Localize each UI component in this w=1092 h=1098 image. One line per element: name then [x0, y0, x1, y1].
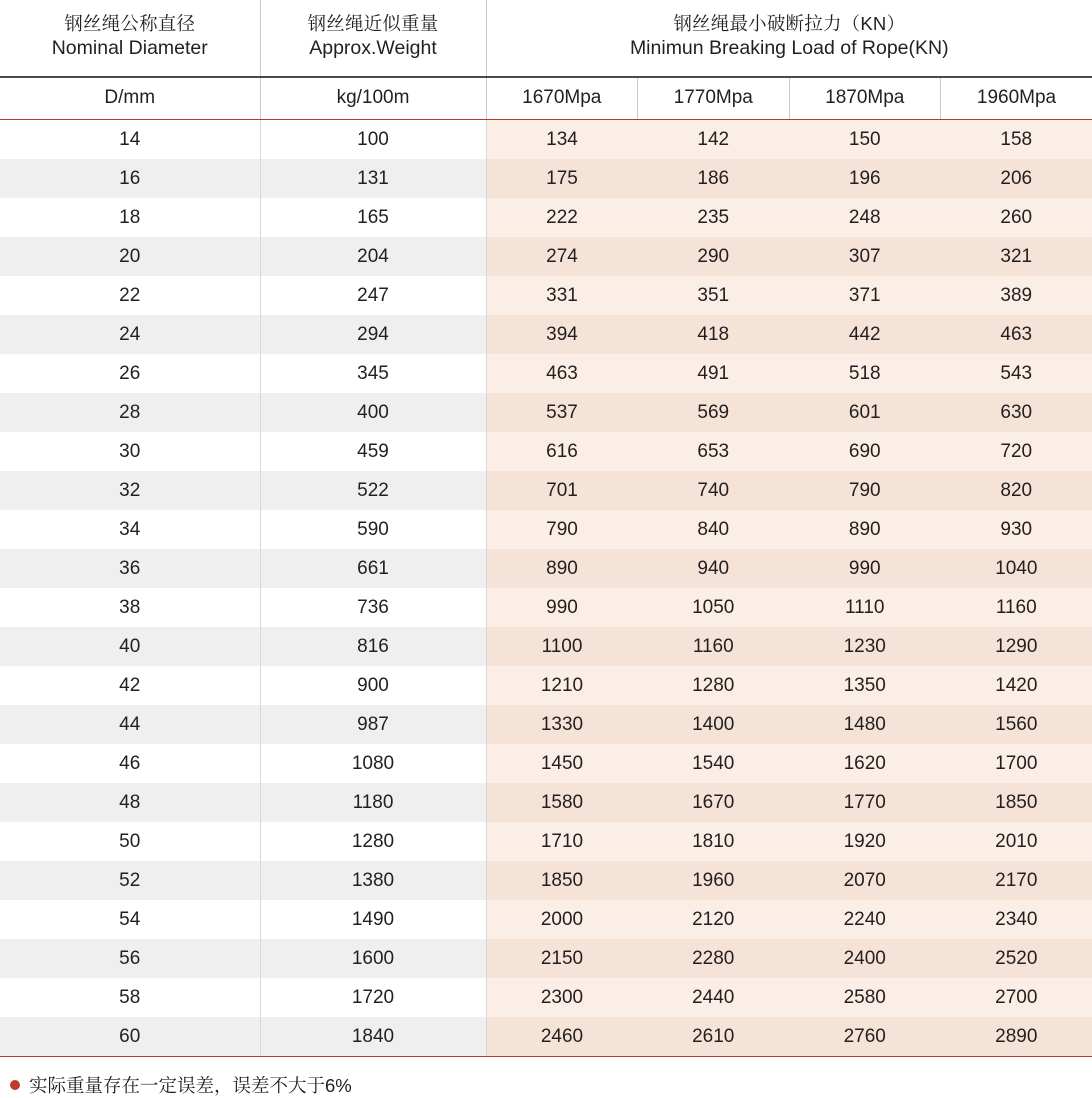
cell-weight: 1280	[260, 822, 486, 861]
table-row	[0, 237, 1092, 276]
group-header-breaking-load-cn: 钢丝绳最小破断拉力（KN）	[493, 12, 1087, 36]
cell-diameter: 14	[0, 120, 260, 160]
cell-breaking-load-3: 371	[789, 276, 941, 315]
table-row	[0, 588, 1092, 627]
table-row	[0, 549, 1092, 588]
cell-breaking-load-4: 1040	[941, 549, 1092, 588]
cell-breaking-load-1: 2000	[486, 900, 638, 939]
sub-header-1870mpa: 1870Mpa	[789, 77, 941, 120]
cell-weight: 1380	[260, 861, 486, 900]
cell-breaking-load-1: 616	[486, 432, 638, 471]
group-header-approx-weight	[260, 0, 486, 77]
cell-breaking-load-3: 1350	[789, 666, 941, 705]
table-row	[0, 354, 1092, 393]
cell-breaking-load-4: 463	[941, 315, 1092, 354]
cell-breaking-load-3: 1770	[789, 783, 941, 822]
cell-weight: 345	[260, 354, 486, 393]
cell-breaking-load-3: 1620	[789, 744, 941, 783]
table-row	[0, 159, 1092, 198]
footnote	[0, 1057, 1092, 1098]
cell-breaking-load-4: 260	[941, 198, 1092, 237]
cell-diameter: 16	[0, 159, 260, 198]
cell-weight: 1600	[260, 939, 486, 978]
cell-breaking-load-2: 1960	[638, 861, 790, 900]
cell-weight: 400	[260, 393, 486, 432]
cell-breaking-load-1: 175	[486, 159, 638, 198]
table-row	[0, 432, 1092, 471]
cell-breaking-load-1: 2460	[486, 1017, 638, 1057]
cell-diameter: 26	[0, 354, 260, 393]
cell-breaking-load-3: 518	[789, 354, 941, 393]
cell-breaking-load-1: 537	[486, 393, 638, 432]
cell-breaking-load-3: 1110	[789, 588, 941, 627]
cell-diameter: 48	[0, 783, 260, 822]
cell-weight: 100	[260, 120, 486, 160]
cell-breaking-load-4: 1290	[941, 627, 1092, 666]
cell-breaking-load-4: 2520	[941, 939, 1092, 978]
cell-diameter: 38	[0, 588, 260, 627]
cell-breaking-load-4: 206	[941, 159, 1092, 198]
table-row	[0, 276, 1092, 315]
cell-breaking-load-4: 930	[941, 510, 1092, 549]
cell-breaking-load-3: 1480	[789, 705, 941, 744]
table-row	[0, 783, 1092, 822]
cell-breaking-load-4: 630	[941, 393, 1092, 432]
cell-breaking-load-4: 1700	[941, 744, 1092, 783]
cell-diameter: 54	[0, 900, 260, 939]
cell-breaking-load-1: 274	[486, 237, 638, 276]
group-header-approx-weight-en: Approx.Weight	[267, 36, 480, 62]
cell-breaking-load-1: 463	[486, 354, 638, 393]
cell-breaking-load-4: 1850	[941, 783, 1092, 822]
sub-header-1770mpa: 1770Mpa	[638, 77, 790, 120]
cell-weight: 736	[260, 588, 486, 627]
cell-breaking-load-2: 1280	[638, 666, 790, 705]
cell-breaking-load-4: 1560	[941, 705, 1092, 744]
cell-diameter: 28	[0, 393, 260, 432]
cell-breaking-load-2: 1540	[638, 744, 790, 783]
cell-breaking-load-2: 1810	[638, 822, 790, 861]
sub-header-weight-unit: kg/100m	[260, 77, 486, 120]
cell-breaking-load-2: 2280	[638, 939, 790, 978]
cell-breaking-load-3: 601	[789, 393, 941, 432]
table-body	[0, 120, 1092, 1057]
cell-diameter: 32	[0, 471, 260, 510]
cell-diameter: 18	[0, 198, 260, 237]
cell-breaking-load-4: 1160	[941, 588, 1092, 627]
sub-header-1960mpa: 1960Mpa	[941, 77, 1092, 120]
table-row	[0, 666, 1092, 705]
cell-weight: 1080	[260, 744, 486, 783]
table-row	[0, 744, 1092, 783]
cell-breaking-load-1: 990	[486, 588, 638, 627]
table-row	[0, 120, 1092, 160]
cell-breaking-load-4: 2700	[941, 978, 1092, 1017]
cell-breaking-load-2: 2610	[638, 1017, 790, 1057]
cell-breaking-load-3: 2580	[789, 978, 941, 1017]
cell-breaking-load-1: 1100	[486, 627, 638, 666]
cell-breaking-load-4: 321	[941, 237, 1092, 276]
cell-diameter: 22	[0, 276, 260, 315]
cell-breaking-load-1: 1330	[486, 705, 638, 744]
cell-breaking-load-3: 690	[789, 432, 941, 471]
cell-breaking-load-1: 134	[486, 120, 638, 160]
cell-breaking-load-3: 2070	[789, 861, 941, 900]
cell-breaking-load-1: 331	[486, 276, 638, 315]
cell-breaking-load-4: 820	[941, 471, 1092, 510]
cell-weight: 247	[260, 276, 486, 315]
cell-breaking-load-4: 2890	[941, 1017, 1092, 1057]
cell-breaking-load-2: 1160	[638, 627, 790, 666]
cell-breaking-load-2: 653	[638, 432, 790, 471]
group-header-approx-weight-cn: 钢丝绳近似重量	[267, 12, 480, 36]
table-row	[0, 510, 1092, 549]
cell-breaking-load-2: 740	[638, 471, 790, 510]
cell-diameter: 44	[0, 705, 260, 744]
cell-breaking-load-2: 940	[638, 549, 790, 588]
cell-breaking-load-1: 222	[486, 198, 638, 237]
cell-weight: 204	[260, 237, 486, 276]
cell-weight: 816	[260, 627, 486, 666]
cell-diameter: 52	[0, 861, 260, 900]
table-row	[0, 705, 1092, 744]
group-header-breaking-load-en: Minimun Breaking Load of Rope(KN)	[493, 36, 1087, 62]
table-head	[0, 0, 1092, 120]
cell-weight: 522	[260, 471, 486, 510]
cell-weight: 1490	[260, 900, 486, 939]
cell-breaking-load-2: 1670	[638, 783, 790, 822]
cell-breaking-load-3: 150	[789, 120, 941, 160]
table-row	[0, 627, 1092, 666]
cell-breaking-load-1: 890	[486, 549, 638, 588]
cell-breaking-load-2: 142	[638, 120, 790, 160]
cell-breaking-load-4: 1420	[941, 666, 1092, 705]
cell-weight: 165	[260, 198, 486, 237]
cell-breaking-load-1: 1210	[486, 666, 638, 705]
cell-diameter: 46	[0, 744, 260, 783]
cell-breaking-load-4: 2340	[941, 900, 1092, 939]
cell-breaking-load-2: 2120	[638, 900, 790, 939]
sub-header-diameter-unit: D/mm	[0, 77, 260, 120]
cell-breaking-load-2: 351	[638, 276, 790, 315]
cell-breaking-load-2: 1050	[638, 588, 790, 627]
cell-breaking-load-2: 569	[638, 393, 790, 432]
table-row	[0, 1017, 1092, 1057]
table-row	[0, 471, 1092, 510]
cell-diameter: 40	[0, 627, 260, 666]
cell-breaking-load-2: 491	[638, 354, 790, 393]
cell-breaking-load-3: 990	[789, 549, 941, 588]
group-header-nominal-diameter-en: Nominal Diameter	[6, 36, 254, 62]
cell-breaking-load-3: 442	[789, 315, 941, 354]
cell-weight: 459	[260, 432, 486, 471]
cell-diameter: 36	[0, 549, 260, 588]
group-header-nominal-diameter	[0, 0, 260, 77]
cell-breaking-load-2: 1400	[638, 705, 790, 744]
cell-breaking-load-1: 2300	[486, 978, 638, 1017]
cell-breaking-load-4: 158	[941, 120, 1092, 160]
footnote-text: 实际重量存在一定误差，误差不大于6%	[29, 1072, 352, 1098]
table-row	[0, 198, 1092, 237]
cell-breaking-load-1: 1850	[486, 861, 638, 900]
cell-diameter: 42	[0, 666, 260, 705]
cell-breaking-load-4: 720	[941, 432, 1092, 471]
table-row	[0, 900, 1092, 939]
cell-weight: 131	[260, 159, 486, 198]
cell-diameter: 56	[0, 939, 260, 978]
table-row	[0, 315, 1092, 354]
table-row	[0, 393, 1092, 432]
cell-breaking-load-4: 543	[941, 354, 1092, 393]
table-row	[0, 822, 1092, 861]
cell-breaking-load-2: 2440	[638, 978, 790, 1017]
table-row	[0, 939, 1092, 978]
cell-breaking-load-1: 1710	[486, 822, 638, 861]
cell-breaking-load-3: 196	[789, 159, 941, 198]
cell-breaking-load-3: 2400	[789, 939, 941, 978]
cell-diameter: 20	[0, 237, 260, 276]
cell-breaking-load-3: 790	[789, 471, 941, 510]
cell-breaking-load-3: 2760	[789, 1017, 941, 1057]
cell-breaking-load-2: 840	[638, 510, 790, 549]
cell-breaking-load-3: 1920	[789, 822, 941, 861]
cell-diameter: 60	[0, 1017, 260, 1057]
cell-breaking-load-2: 418	[638, 315, 790, 354]
cell-breaking-load-3: 890	[789, 510, 941, 549]
cell-breaking-load-1: 394	[486, 315, 638, 354]
group-header-nominal-diameter-cn: 钢丝绳公称直径	[6, 12, 254, 36]
cell-breaking-load-3: 248	[789, 198, 941, 237]
group-header-breaking-load	[486, 0, 1092, 77]
cell-breaking-load-1: 790	[486, 510, 638, 549]
cell-breaking-load-3: 1230	[789, 627, 941, 666]
cell-breaking-load-4: 2170	[941, 861, 1092, 900]
table-row	[0, 978, 1092, 1017]
cell-breaking-load-2: 186	[638, 159, 790, 198]
cell-breaking-load-1: 701	[486, 471, 638, 510]
cell-diameter: 24	[0, 315, 260, 354]
cell-weight: 1180	[260, 783, 486, 822]
group-header-row	[0, 0, 1092, 77]
cell-breaking-load-3: 2240	[789, 900, 941, 939]
cell-weight: 1720	[260, 978, 486, 1017]
cell-weight: 987	[260, 705, 486, 744]
cell-breaking-load-2: 235	[638, 198, 790, 237]
sub-header-1670mpa: 1670Mpa	[486, 77, 638, 120]
cell-diameter: 50	[0, 822, 260, 861]
cell-breaking-load-1: 1450	[486, 744, 638, 783]
cell-breaking-load-4: 2010	[941, 822, 1092, 861]
cell-breaking-load-1: 1580	[486, 783, 638, 822]
cell-weight: 661	[260, 549, 486, 588]
cell-breaking-load-3: 307	[789, 237, 941, 276]
cell-diameter: 58	[0, 978, 260, 1017]
cell-breaking-load-4: 389	[941, 276, 1092, 315]
cell-weight: 590	[260, 510, 486, 549]
cell-breaking-load-1: 2150	[486, 939, 638, 978]
cell-weight: 1840	[260, 1017, 486, 1057]
cell-weight: 900	[260, 666, 486, 705]
cell-breaking-load-2: 290	[638, 237, 790, 276]
cell-weight: 294	[260, 315, 486, 354]
cell-diameter: 34	[0, 510, 260, 549]
cell-diameter: 30	[0, 432, 260, 471]
table-row	[0, 861, 1092, 900]
sub-header-row	[0, 77, 1092, 120]
